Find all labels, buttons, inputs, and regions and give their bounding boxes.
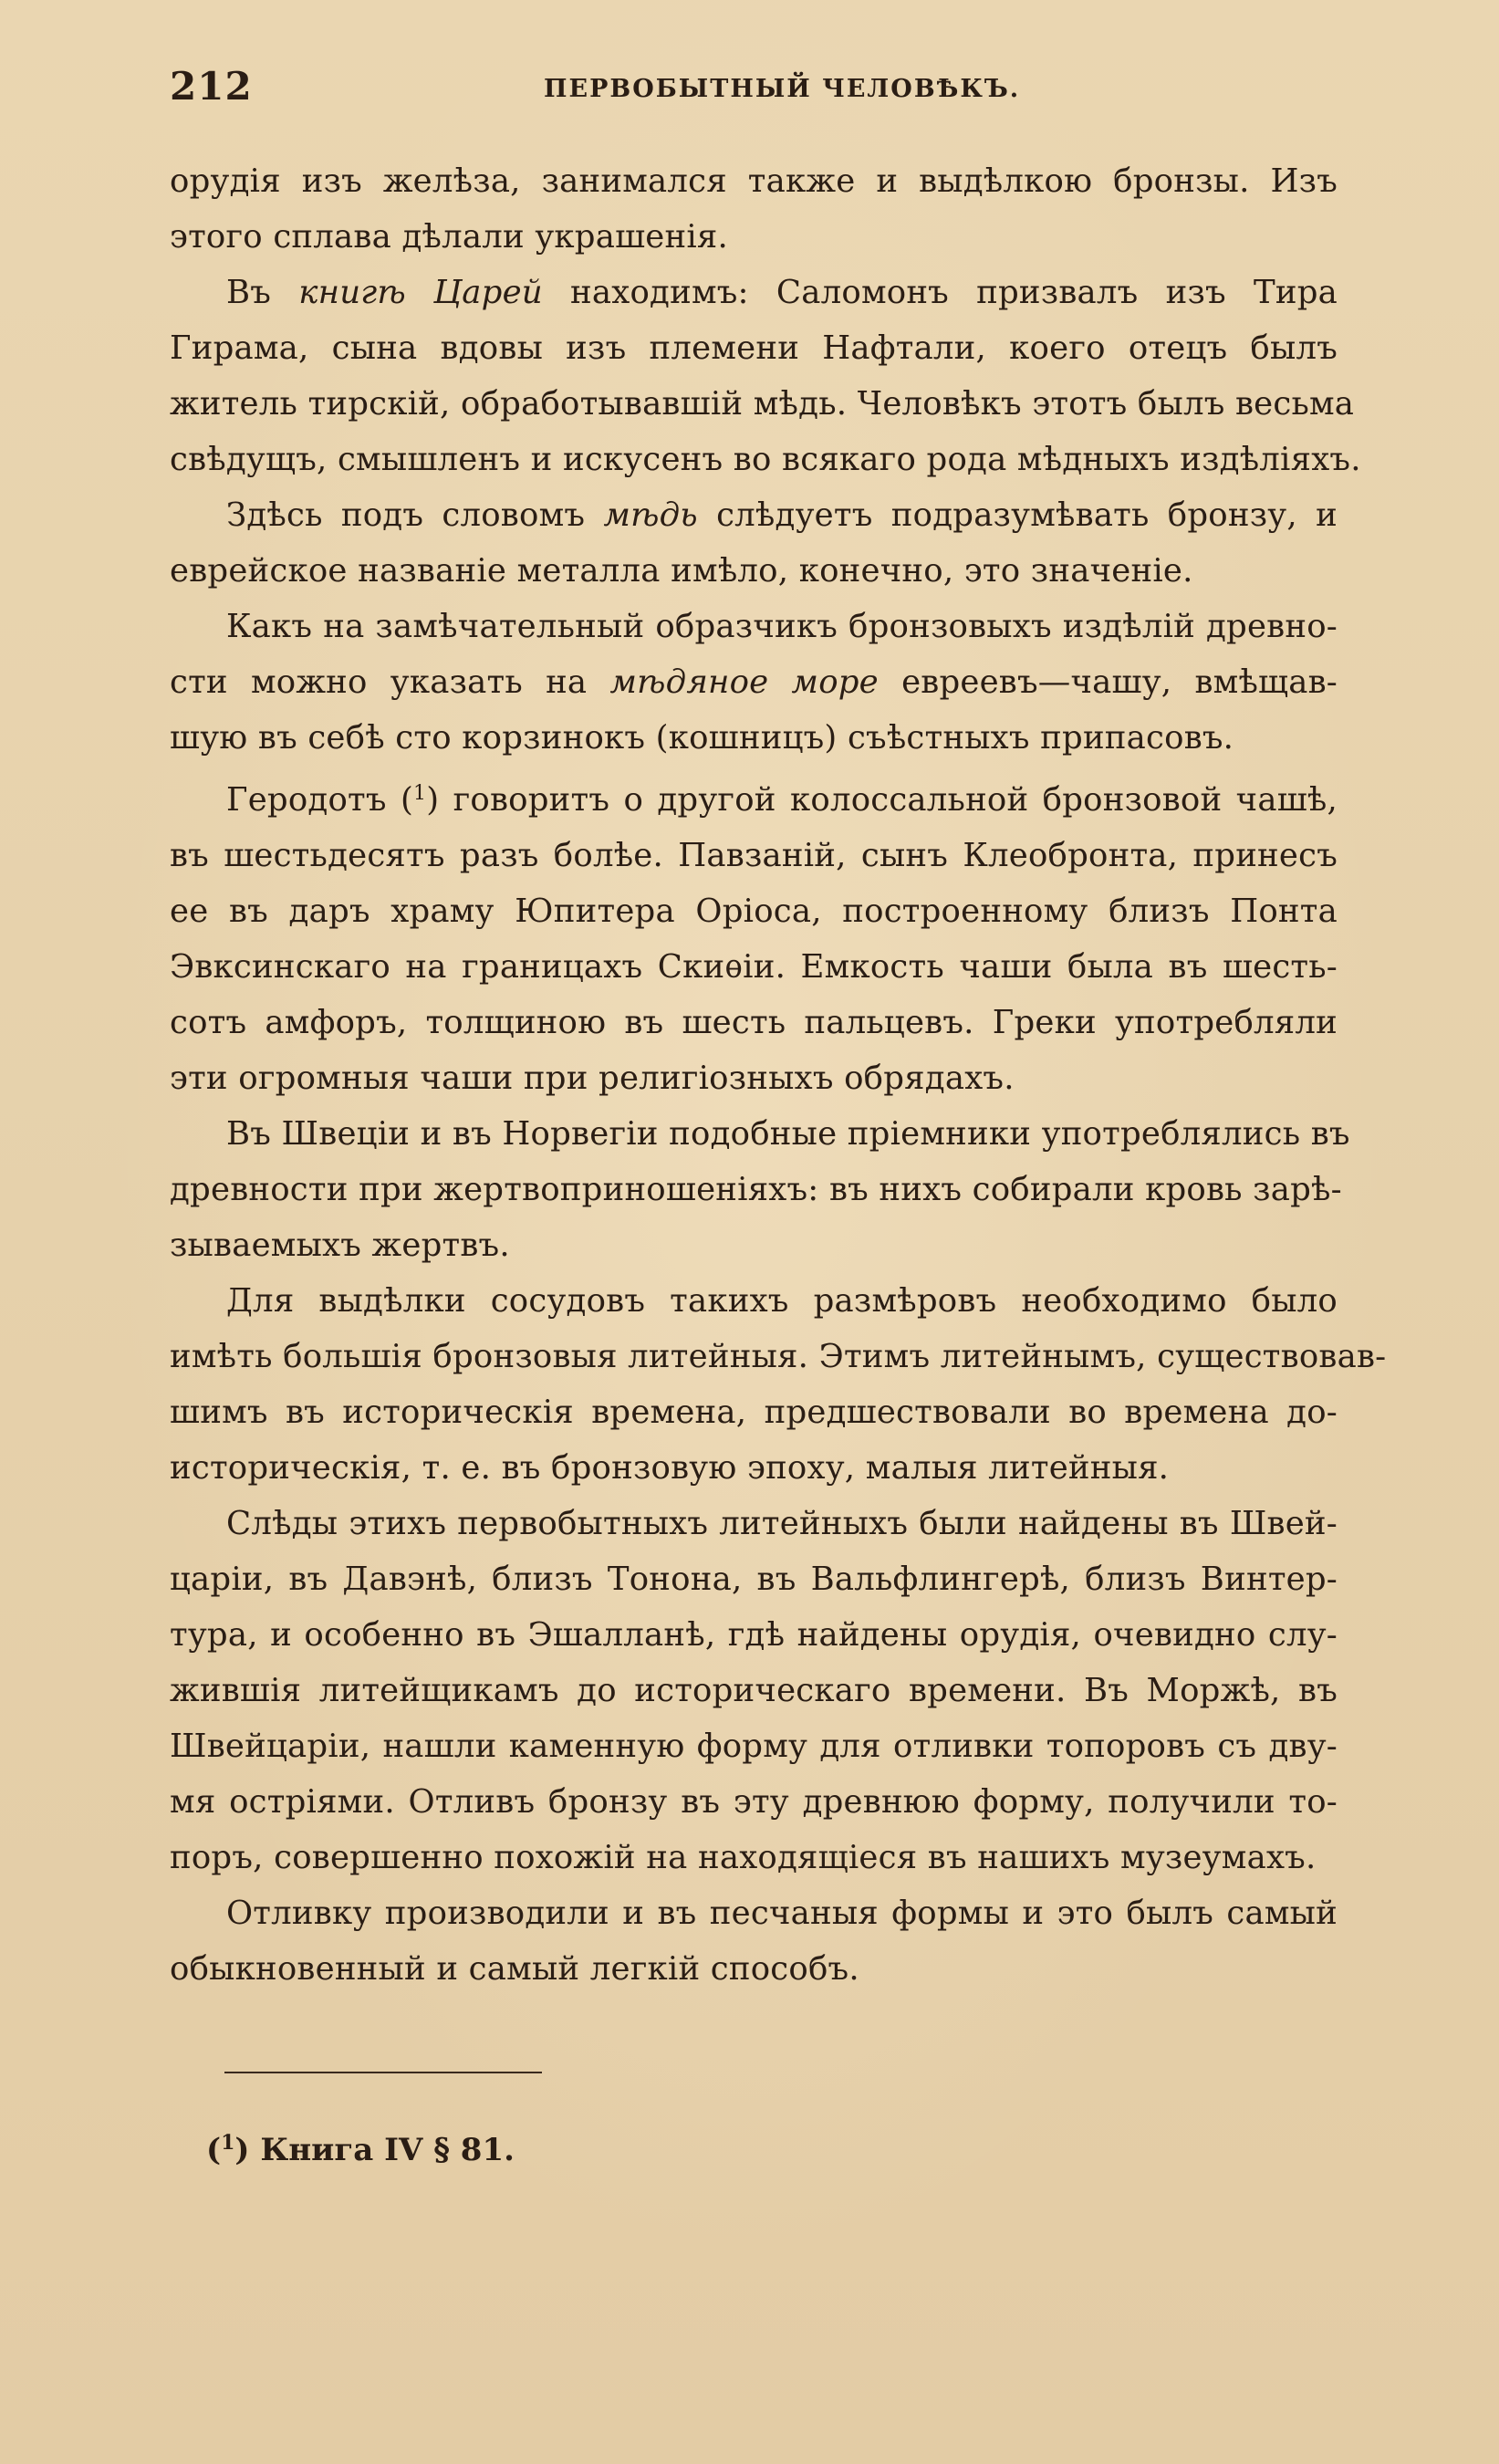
paragraph bbox=[170, 1273, 1387, 1496]
text-line: эти огромныя чаши при религіозныхъ обрядахъ. bbox=[170, 1060, 1015, 1097]
text-line: Здѣсь подъ словомъ мѣдь слѣдуетъ подразумѣвать бронзу, и bbox=[226, 496, 1338, 534]
footnote-text: Книга IV § 81. bbox=[249, 2132, 515, 2168]
text-line: Отливку производили и въ песчаныя формы и это былъ самый bbox=[226, 1895, 1338, 1932]
paragraph bbox=[170, 1106, 1350, 1273]
running-title: ПЕРВОБЫТНЫЙ ЧЕЛОВѢКЪ. bbox=[544, 75, 1021, 103]
text-line: имѣть большія бронзовыя литейныя. Этимъ литейнымъ, существовав- bbox=[170, 1338, 1387, 1375]
text-line: житель тирскій, обработывавшій мѣдь. Человѣкъ этотъ былъ весьма bbox=[170, 385, 1355, 423]
text-line: историческія, т. е. въ бронзовую эпоху, малыя литейныя. bbox=[170, 1449, 1170, 1487]
text-line: ее въ даръ храму Юпитера Оріоса, построенному близъ Понта bbox=[170, 893, 1338, 930]
text-line: орудія изъ желѣза, занимался также и выдѣлкою бронзы. Изъ bbox=[170, 162, 1338, 200]
text-line: Какъ на замѣчательный образчикъ бронзовыхъ издѣлій древно- bbox=[226, 608, 1338, 645]
text-line: еврейское названіе металла имѣло, конечно, это значеніе. bbox=[170, 552, 1193, 590]
text-line: Швейцаріи, нашли каменную форму для отливки топоровъ съ дву- bbox=[170, 1728, 1338, 1765]
text-line: поръ, совершенно похожій на находящіеся въ нашихъ музеумахъ. bbox=[170, 1839, 1317, 1876]
text-line: Въ книгѣ Царей находимъ: Саломонъ призвалъ изъ Тира bbox=[226, 274, 1338, 311]
paragraph bbox=[170, 766, 1338, 1106]
page-number: 212 bbox=[170, 64, 253, 109]
text-line: шую въ себѣ сто корзинокъ (кошницъ) съѣстныхъ припасовъ. bbox=[170, 719, 1234, 757]
text-line: Въ Швеціи и въ Норвегіи подобные пріемники употреблялись въ bbox=[226, 1115, 1350, 1153]
text-line: свѣдущъ, смышленъ и искусенъ во всякаго рода мѣдныхъ издѣліяхъ. bbox=[170, 441, 1361, 478]
text-line: жившія литейщикамъ до историческаго времени. Въ Моржѣ, въ bbox=[170, 1672, 1338, 1709]
italic-term: книгѣ Царей bbox=[298, 274, 543, 311]
text-line: Слѣды этихъ первобытныхъ литейныхъ были найдены въ Швей- bbox=[226, 1505, 1338, 1542]
paragraph bbox=[170, 265, 1361, 487]
text-line: зываемыхъ жертвъ. bbox=[170, 1227, 510, 1264]
italic-term: мѣдяное море bbox=[609, 663, 879, 701]
italic-term: мѣдь bbox=[603, 496, 698, 534]
text-line: этого сплава дѣлали украшенія. bbox=[170, 218, 728, 256]
text-line: сотъ амфоръ, толщиною въ шесть пальцевъ. Греки употребляли bbox=[170, 1004, 1338, 1041]
footnote-reference: 1 bbox=[413, 782, 427, 805]
text-line: обыкновенный и самый легкій способъ. bbox=[170, 1950, 859, 1988]
text-line: древности при жертвоприношеніяхъ: въ нихъ собирали кровь зарѣ- bbox=[170, 1171, 1342, 1208]
text-line: царіи, въ Давэнѣ, близъ Тонона, въ Вальфлингерѣ, близъ Винтер- bbox=[170, 1561, 1338, 1598]
paragraph bbox=[170, 1496, 1338, 1885]
paragraph bbox=[170, 599, 1338, 766]
text-line: Гирама, сына вдовы изъ племени Нафтали, коего отецъ былъ bbox=[170, 329, 1338, 367]
footnote: ($^1$) Книга IV § 81. bbox=[206, 2131, 515, 2168]
paragraph bbox=[170, 487, 1338, 599]
text-line: Эвксинскаго на границахъ Скиѳіи. Емкость чаши была въ шесть- bbox=[170, 948, 1338, 986]
paragraph bbox=[170, 153, 1338, 265]
text-line: сти можно указать на мѣдяное море евреевъ—чашу, вмѣщав- bbox=[170, 663, 1338, 701]
footnote-rule bbox=[224, 2072, 542, 2073]
footnote-marker: 1 bbox=[221, 2131, 235, 2155]
paragraph bbox=[170, 1885, 1338, 1997]
text-line: Геродотъ ($^1$) говоритъ о другой колоссальной бронзовой чашѣ, bbox=[226, 781, 1338, 819]
text-line: въ шестьдесятъ разъ болѣе. Павзаній, сынъ Клеобронта, принесъ bbox=[170, 837, 1338, 874]
text-line: Для выдѣлки сосудовъ такихъ размѣровъ необходимо было bbox=[226, 1282, 1338, 1320]
body-text bbox=[170, 153, 1387, 1997]
running-head bbox=[170, 64, 1338, 119]
text-line: шимъ въ историческія времена, предшествовали во времена до- bbox=[170, 1394, 1338, 1431]
text-line: мя остріями. Отливъ бронзу въ эту древнюю форму, получили то- bbox=[170, 1783, 1338, 1821]
text-line: тура, и особенно въ Эшалланѣ, гдѣ найдены орудія, очевидно слу- bbox=[170, 1616, 1338, 1654]
